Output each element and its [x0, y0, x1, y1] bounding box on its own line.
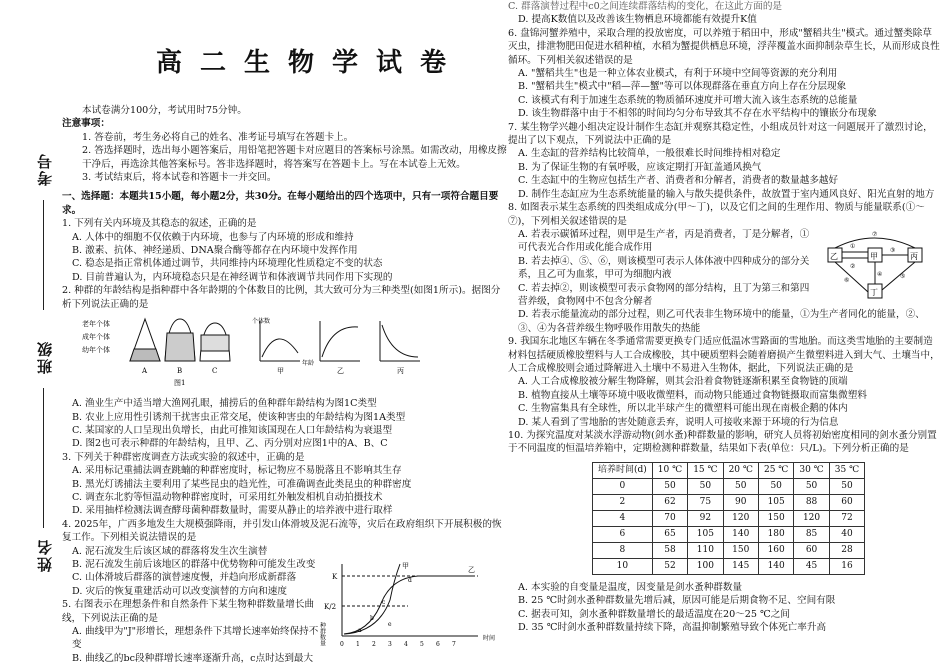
node-yi-label: 乙 [830, 251, 838, 261]
notes-heading: 注意事项： [62, 118, 110, 130]
table-header: 20 ℃ [723, 462, 758, 478]
x-ticks [340, 641, 456, 648]
q8-option-a: A. 若表示碳循环过程，则甲是生产者，丙是消费者，丁是分解者，①可代表光合作用或化能合成作用 [518, 228, 810, 254]
q10-option-d: D. 35 ℃时剑水蚤种群数量持续下降，高温抑制繁殖导致个体死亡率升高 [518, 622, 827, 634]
q6-option-c: C. 该模式有利于加速生态系统的物质循环速度并可增大流入该生态系统的总能量 [518, 94, 858, 106]
fig5-ylabel: 种群数量 [318, 622, 326, 646]
q8-option-d: D. 若表示能量流动的部分过程，则乙可代表非生物环境中的能量，①为生产者同化的能量，②、③、④为各营养级生物呼吸作用散失的热能 [518, 309, 925, 334]
name-label: 姓名 [36, 538, 54, 572]
tick-7: 7 [452, 641, 456, 648]
q8-option-b: B. 若去掉④、⑤、⑥，则该模型可表示人体体液中四种成分的部分关系，且乙可为血浆，甲可为细胞内液 [518, 255, 810, 281]
table-cell: 85 [794, 526, 829, 542]
table-header: 35 ℃ [829, 462, 864, 478]
table-cell: 50 [794, 478, 829, 494]
table-cell: 40 [829, 526, 864, 542]
curve-jia [344, 564, 400, 634]
table-cell: 50 [829, 478, 864, 494]
note-1: 1. 答卷前，考生务必将自己的姓名、准考证号填写在答题卡上。 [82, 131, 354, 143]
table-cell: 50 [758, 478, 793, 494]
q7-option-d: D. 制作生态缸应为生态系统能量的输入与散失提供条件，故放置于室内通风良好、阳光直射的地方 [518, 188, 935, 200]
table-cell: 52 [652, 558, 687, 574]
q8-stem: 8. 如图表示某生态系统的四类组成成分(甲～丁)，以及它们之间的生理作用、物质与能量联系(①～⑦)，下列相关叙述错误的是 [508, 202, 925, 227]
q8-body [508, 228, 940, 335]
age-structure-figure [62, 313, 442, 393]
table-row [593, 542, 865, 558]
q3-option-d: D. 采用抽样检测法调查酵母菌种群数量时，需要从静止的培养液中进行取样 [72, 505, 393, 517]
table-cell: 100 [688, 558, 723, 574]
table-cell: 50 [723, 478, 758, 494]
table-cell: 6 [593, 526, 653, 542]
q1-option-b: B. 激素、抗体、神经递质、DNA聚合酶等都存在内环境中发挥作用 [72, 245, 358, 257]
table-cell: 150 [758, 510, 793, 526]
class-label: 班级 [36, 340, 54, 374]
point-d: d [408, 577, 412, 584]
table-cell: 90 [723, 494, 758, 510]
class-line [43, 388, 44, 528]
q10-option-a: A. 本实验的自变量是温度，因变量是剑水蚤种群数量 [518, 581, 743, 593]
q8-option-c: C. 若去掉②，则该模型可表示食物网的部分结构，且丁为第三和第四营养级，食物网中不包含分解者 [518, 282, 810, 307]
page-title: 高二生物学试卷 [155, 48, 464, 78]
q9-option-d: D. 某人看到了雪地胎的害处随意丢弃，说明人可接收来源于环境的行为信息 [518, 416, 839, 428]
node-ding-label: 丁 [870, 287, 878, 297]
table-cell: 160 [758, 542, 793, 558]
q6-stem: 6. 盘锦河蟹养殖中，采取合理的投放密度，可以养殖于稻田中，形成"蟹稻共生"模式。通过蟹类除草灭虫，排泄物肥田促进水稻种植，水稻为蟹提供栖息环境，浮萍覆盖水面抑制杂草生长，从而形成良性循环。下列相关叙述错误的是 [508, 27, 940, 66]
table-cell: 58 [652, 542, 687, 558]
right-column [508, 0, 940, 634]
q5-option-b: B. 曲线乙的bc段种群增长速率逐渐升高，c点时达到最大 [72, 652, 314, 664]
type-c: C [212, 367, 218, 376]
point-a: a [358, 627, 362, 634]
q3-option-b: B. 黑光灯诱捕法主要利用了某些昆虫的趋光性，可准确调查此类昆虫的种群密度 [72, 478, 412, 490]
table-header: 15 ℃ [688, 462, 723, 478]
q4-stem: 4. 2025年，广西多地发生大规模强降雨，并引发山体滑坡及泥石流等，灾后在政府组织下开展积极的恢复工作。下列相关说法错误的是 [62, 518, 502, 544]
point-c: c [382, 599, 386, 606]
table-cell: 75 [688, 494, 723, 510]
q2-option-b: B. 农业上应用性引诱剂干扰害虫正常交尾，使该种害虫的年龄结构为图1A类型 [72, 411, 406, 423]
q2-stem: 2. 种群的年龄结构是指种群中各年龄期的个体数目的比例，其大致可分为三种类型(如图1所示)。据图分析下列说法正确的是 [62, 285, 501, 310]
table-row [593, 478, 865, 494]
tick-3: 3 [388, 641, 392, 648]
table-cell: 180 [758, 526, 793, 542]
tick-5: 5 [420, 641, 424, 648]
q4-option-c: C. 山体滑坡后群落的演替速度慢，并趋向形成新群落 [72, 572, 297, 584]
q1-option-d: D. 目前普遍认为，内环境稳态只是在神经调节和体液调节共同作用下实现的 [72, 271, 393, 283]
q7-option-c: C. 生态缸中的生物应包括生产者、消费者和分解者，消费者的数量越多越好 [518, 175, 839, 187]
q5-stem: 5. 右图表示在理想条件和自然条件下某生物种群数量增长曲线，下列说法正确的是 [62, 599, 315, 624]
table-cell: 4 [593, 510, 653, 526]
table-cell: 110 [688, 542, 723, 558]
tick-6: 6 [436, 641, 440, 648]
node-jia-label: 甲 [870, 251, 878, 261]
top-cut-line: C. 群落演替过程中c0之间连续群落结构的变化，在这此方面的是 [508, 1, 783, 12]
table-cell: 50 [688, 478, 723, 494]
exam-number-label: 考号 [36, 152, 54, 186]
q9-option-c: C. 生物富集具有全球性，所以北半球产生的微塑料可能出现在南极企鹅的体内 [518, 403, 848, 415]
tick-4: 4 [404, 641, 408, 648]
q2-option-c: C. 某国家的人口呈现出负增长，由此可推知该国现在人口年龄结构为衰退型 [72, 424, 393, 436]
table-cell: 10 [593, 558, 653, 574]
tick-1: 1 [356, 641, 360, 648]
q7-option-b: B. 为了保证生物的有氧呼吸，应该定期打开缸盖通风换气 [518, 161, 762, 173]
section-heading: 一、选择题：本题共15小题，每小题2分，共30分。在每小题给出的四个选项中，只有一项符合题目要求。 [62, 191, 499, 216]
label-adult: 成年个体 [82, 333, 110, 342]
fig5-xlabel: 时间 [483, 635, 496, 642]
curve-jia-label: 甲 [402, 562, 409, 570]
tick-0: 0 [340, 641, 344, 648]
table-header: 10 ℃ [652, 462, 687, 478]
table-cell: 120 [723, 510, 758, 526]
node-bing-label: 丙 [910, 251, 918, 261]
point-b: b [370, 615, 374, 622]
tick-2: 2 [372, 641, 376, 648]
q6-option-b: B. "蟹稻共生"模式中"稻—萍—蟹"等可以体现群落在垂直方向上存在分层现象 [518, 81, 847, 93]
arrow-label-6: ⑥ [844, 276, 850, 284]
table-cell: 16 [829, 558, 864, 574]
label-young: 幼年个体 [82, 346, 110, 355]
figure-1 [62, 313, 507, 393]
q4-option-b: B. 泥石流发生前后该地区的群落中优势物种可能发生改变 [72, 558, 316, 570]
q6-option-a: A. "蟹稻共生"也是一种立体农业模式，有利于环境中空间等资源的充分利用 [518, 68, 838, 80]
q10-stem: 10. 为探究温度对某淡水浮游动物(剑水蚤)种群数量的影响，研究人员将初始密度相同的剑水蚤分别置于不同温度的恒温培养箱中，定期检测种群数量，结果如下表(单位：只/L)。下列分析正确的是 [508, 430, 937, 455]
arrow-label-2: ② [850, 262, 856, 270]
q9-option-b: B. 植物直接从土壤等环境中吸收微塑料，而动物只能通过食物链摄取而富集微塑料 [518, 389, 867, 401]
table-cell: 72 [829, 510, 864, 526]
table-row [593, 526, 865, 542]
table-cell: 92 [688, 510, 723, 526]
table-row [593, 494, 865, 510]
arrow-label-1: ① [850, 242, 856, 250]
q2-option-d: D. 图2也可表示种群的年龄结构，且甲、乙、丙分别对应图1中的A、B、C [72, 438, 388, 450]
table-cell: 150 [723, 542, 758, 558]
plot-yi [320, 321, 360, 375]
arrow-7 [835, 238, 915, 248]
table-header-row [593, 462, 865, 478]
q9-stem: 9. 我国东北地区车辆在冬季通常需要更换专门适应低温冰雪路面的雪地胎。而这类雪地胎的主要制造材料包括硬质橡胶塑料与人工合成橡胶，其中硬质塑料会随着磨损产生微塑料进入到大气、土壤当中，人工合成橡胶则会通过降解进入土壤中不易进入生物体，据此，下列说法正确的是 [508, 336, 940, 374]
data-table [592, 462, 865, 575]
table-cell: 65 [652, 526, 687, 542]
table-cell: 145 [723, 558, 758, 574]
table-header: 培养时间(d) [593, 462, 653, 478]
growth-curve-figure [318, 560, 518, 652]
k2-label: K/2 [324, 603, 337, 611]
curve-yi [344, 576, 473, 634]
pyramid-c-mid [201, 335, 229, 351]
table-cell: 60 [794, 542, 829, 558]
type-a: A [142, 367, 148, 376]
table-cell: 50 [652, 478, 687, 494]
pyramid-a-young [130, 349, 160, 361]
q4-option-d: D. 灾后的恢复重建活动可以改变演替的方向和速度 [72, 585, 287, 597]
table-row [593, 510, 865, 526]
q3-option-a: A. 采用标记重捕法调查跳蝻的种群密度时，标记物应不易脱落且不影响其生存 [72, 465, 402, 477]
plot-bing-label: 丙 [397, 367, 404, 376]
table-cell: 8 [593, 542, 653, 558]
table-cell: 70 [652, 510, 687, 526]
note-3: 3. 考试结束后，将本试卷和答题卡一并交回。 [82, 172, 277, 184]
arrow-label-4: ④ [877, 270, 883, 278]
table-cell: 28 [829, 542, 864, 558]
arrow-label-7: ⑦ [872, 230, 878, 238]
q7-stem: 7. 某生物学兴趣小组决定设计制作生态缸并观察其稳定性，小组成员针对这一问题展开了激烈讨论，提出了以下观点，下列说法中正确的是 [508, 121, 933, 147]
exam-number-line [43, 200, 44, 310]
table-cell: 45 [794, 558, 829, 574]
table-cell: 62 [652, 494, 687, 510]
q3-stem: 3. 下列关于种群密度调查方法或实验的叙述中，正确的是 [62, 451, 305, 463]
table-cell: 140 [758, 558, 793, 574]
q4-option-a: A. 泥石流发生后该区域的群落将发生次生演替 [72, 545, 268, 557]
table-row [593, 558, 865, 574]
q1-option-a: A. 人体中的细胞不仅依赖于内环境，也参与了内环境的形成和维持 [72, 231, 354, 243]
arrow-label-3: ③ [890, 246, 896, 254]
q5-option-a: A. 曲线甲为"J"形增长，理想条件下其增长速率始终保持不变 [72, 626, 319, 651]
q3-option-c: C. 调查东北豹等恒温动物种群密度时，可采用红外触发相机自动拍摄技术 [72, 491, 383, 503]
table-cell: 120 [794, 510, 829, 526]
plot-jia-label: 甲 [277, 367, 284, 376]
table-cell: 0 [593, 478, 653, 494]
table-cell: 2 [593, 494, 653, 510]
pyramid-b-mid [165, 333, 195, 361]
q1-option-c: C. 稳态是指正常机体通过调节，共同维持内环境理化性质稳定不变的状态 [72, 258, 383, 270]
q6-option-d: D. 该生物群落中由于不相邻的时间均匀分布导致其不存在水平结构中的镶嵌分布现象 [518, 108, 877, 120]
arrow-5 [882, 262, 915, 290]
ylabel: 个体数 [252, 318, 271, 326]
table-cell: 88 [794, 494, 829, 510]
table-cell: 105 [688, 526, 723, 542]
note-2: 2. 答选择题时，选出每小题答案后，用铅笔把答题卡对应题目的答案标号涂黑。如需改动，用橡皮擦干净后，再选涂其他答案标号。答非选择题时，将答案写在答题卡上。写在本试卷上无效。 [82, 145, 507, 170]
q7-option-a: A. 生态缸的营养结构比较简单，一般很难长时间维持相对稳定 [518, 148, 781, 160]
table-cell: 105 [758, 494, 793, 510]
fig1-caption: 图1 [174, 379, 186, 388]
table-header: 25 ℃ [758, 462, 793, 478]
xlabel: 年龄 [302, 360, 315, 368]
q9-option-a: A. 人工合成橡胶被分解生物降解，则其会沿着食物链逐渐积累至食物链的顶端 [518, 376, 848, 388]
type-b: B [177, 367, 183, 376]
q10-option-b: B. 25 ℃时剑水蚤种群数量先增后减，原因可能是后期食物不足、空间有限 [518, 595, 836, 607]
table-cell: 60 [829, 494, 864, 510]
q10-option-c: C. 据表可知，剑水蚤种群数量增长的最适温度在20～25 ℃之间 [518, 608, 790, 620]
table-cell: 140 [723, 526, 758, 542]
k-label: K [332, 573, 338, 581]
plot-bing [380, 321, 420, 375]
arrow-label-5: ⑤ [900, 272, 906, 280]
plot-jia [260, 321, 300, 375]
q5-option-d: D. 提高K数值以及改善该生物栖息环境都能有效提升K值 [518, 14, 757, 26]
score-time: 本试卷满分100分，考试用时75分钟。 [82, 105, 247, 116]
q2-option-a: A. 渔业生产中适当增大渔网孔眼，捕捞后的鱼种群年龄结构为图1C类型 [72, 398, 377, 410]
label-old: 老年个体 [82, 320, 110, 329]
plot-yi-label: 乙 [337, 367, 344, 376]
point-e: e [388, 621, 392, 628]
curve-yi-label: 乙 [468, 566, 475, 574]
q1-stem: 1. 下列有关内环境及其稳态的叙述，正确的是 [62, 218, 257, 230]
table-header: 30 ℃ [794, 462, 829, 478]
ecosystem-diagram [824, 226, 934, 306]
